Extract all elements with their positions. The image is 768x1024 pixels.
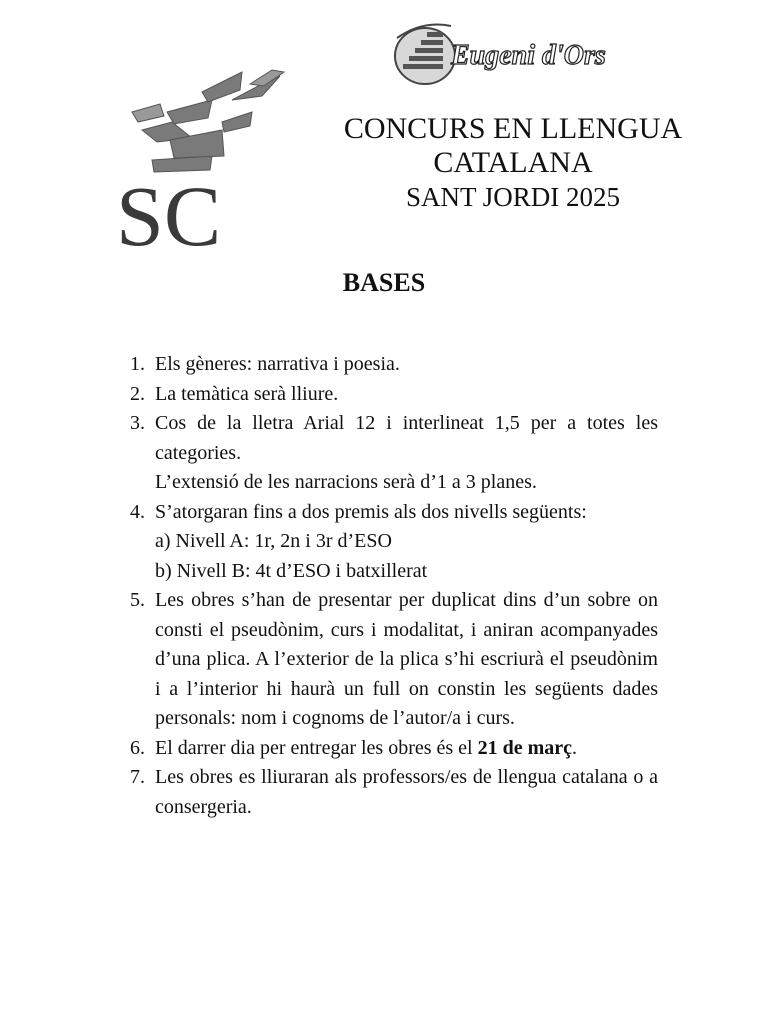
rule-text-after: . [572, 736, 578, 759]
school-logo-text: SC [116, 168, 222, 255]
rule-text [155, 734, 658, 764]
rule-number: 7. [130, 766, 145, 788]
rule-text: La temàtica serà lliure. [155, 382, 339, 405]
page-subtitle: SANT JORDI 2025 [405, 182, 621, 212]
eugeni-dors-logo-text: Eugeni d'Ors [451, 40, 606, 71]
rule-text-extra: L’extensió de les narracions serà d’1 a 3 planes. [155, 471, 537, 493]
rule-sub-item-a: a) Nivell A: 1r, 2n i 3r d’ESO [155, 530, 392, 552]
page-title-line-1: CONCURS EN LLENGUA [343, 112, 683, 145]
rule-text: Els gèneres: narrativa i poesia. [155, 353, 400, 375]
rule-number: 5. [130, 589, 145, 611]
title-block [300, 112, 726, 214]
rule-text: Les obres es lliuraran als professors/es de llengua catalana o a consergeria. [155, 766, 658, 818]
rule-item [130, 763, 658, 822]
section-heading: BASES [342, 268, 426, 297]
stacked-arrows-icon [132, 70, 284, 172]
rule-text: Cos de la lletra Arial 12 i interlineat 1,5 per a totes les categories. [155, 412, 658, 464]
rule-number: 6. [130, 736, 145, 759]
rule-item [130, 734, 658, 764]
rule-item [130, 586, 658, 734]
rule-item [130, 380, 658, 410]
rule-item [130, 350, 658, 380]
eugeni-dors-logo [393, 18, 618, 88]
rule-text: S’atorgaran fins a dos premis als dos nivells següents: [155, 500, 587, 523]
page-title-line-2: CATALANA [433, 146, 593, 179]
rule-number: 3. [130, 412, 145, 434]
deadline-date: 21 de març [477, 736, 573, 759]
rule-number: 2. [130, 382, 145, 405]
staircase-icon [395, 25, 455, 85]
school-logo [112, 60, 292, 255]
rule-number: 4. [130, 500, 145, 523]
rules-list [130, 350, 658, 822]
rule-text: Les obres s’han de presentar per duplicat dins d’un sobre on consti el pseudònim, curs i modalitat, i aniran acompanyades d’una plica. A l’exterior de la plica s’hi escriurà el pseudònim i a l’interior hi haurà un full on constin les següents dades personals: nom i cognoms de l’autor/a i curs. [155, 589, 658, 729]
rule-item [130, 498, 658, 587]
rule-number: 1. [130, 353, 145, 375]
rule-text-before: El darrer dia per entregar les obres és el [155, 736, 478, 759]
rule-item [130, 409, 658, 498]
rule-sub-item-b: b) Nivell B: 4t d’ESO i batxillerat [155, 559, 428, 582]
